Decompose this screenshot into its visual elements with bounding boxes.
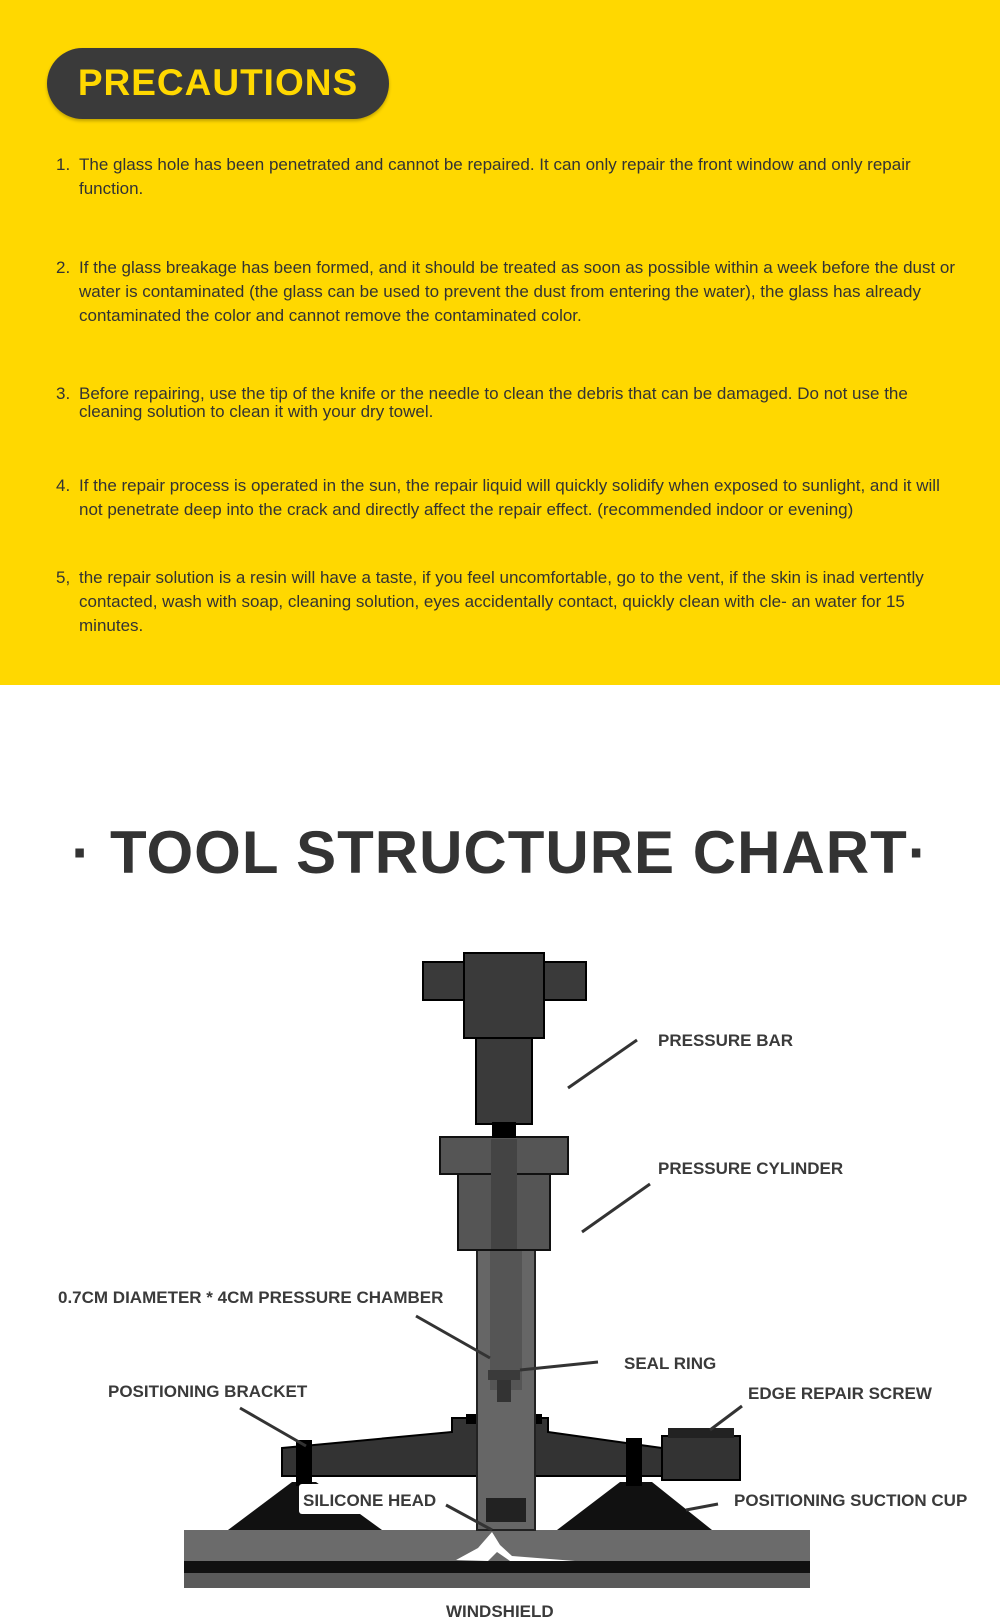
- label-pressure-chamber: 0.7CM DIAMETER * 4CM PRESSURE CHAMBER: [58, 1288, 444, 1307]
- pressure-cylinder-core: [491, 1139, 517, 1249]
- silicone-head-part: [486, 1498, 526, 1522]
- precaution-item-5: [56, 566, 966, 638]
- precaution-number: 1.: [56, 155, 71, 174]
- label-positioning-suction-cup: POSITIONING SUCTION CUP: [734, 1491, 968, 1510]
- precaution-number: 5,: [56, 568, 71, 587]
- precaution-item-3: [56, 385, 966, 421]
- bracket-left-post: [296, 1440, 312, 1486]
- label-seal-ring: SEAL RING: [624, 1354, 717, 1373]
- edge-repair-screw-cap: [668, 1428, 734, 1438]
- precaution-number: 4.: [56, 476, 71, 495]
- precautions-heading: PRECAUTIONS: [77, 62, 359, 103]
- precaution-number: 2.: [56, 258, 71, 277]
- piston-tip: [497, 1380, 511, 1402]
- precaution-text: If the glass breakage has been formed, and it should be treated as soon as possible within a week before the dust or water is contaminated (the glass can be used to prevent the dust from entering the water), the glass has already contaminated the color and cannot remove the contaminated color.: [79, 258, 956, 325]
- tool-structure-diagram: [0, 900, 1000, 1621]
- precautions-heading-pill: [47, 48, 389, 119]
- windshield-interlayer: [184, 1561, 810, 1573]
- tool-structure-title: · TOOL STRUCTURE CHART·: [71, 819, 929, 886]
- pressure-chamber-inner: [490, 1250, 522, 1390]
- pressure-bar-stem: [476, 1038, 532, 1124]
- precaution-item-4: [56, 474, 966, 522]
- label-windshield: WINDSHIELD: [446, 1602, 554, 1621]
- label-pressure-cylinder: PRESSURE CYLINDER: [658, 1159, 844, 1178]
- positioning-bracket: [282, 1418, 662, 1476]
- pressure-cylinder-leader: [582, 1184, 650, 1232]
- edge-repair-screw-leader: [710, 1406, 742, 1430]
- windshield-bottom-layer: [184, 1573, 810, 1588]
- label-silicone-head: SILICONE HEAD: [303, 1491, 437, 1510]
- positioning-bracket-leader: [240, 1408, 306, 1446]
- pressure-bar-joint: [492, 1122, 516, 1138]
- pressure-bar-leader: [568, 1040, 637, 1088]
- pressure-bar-head: [464, 953, 544, 1038]
- precaution-text: The glass hole has been penetrated and cannot be repaired. It can only repair the front window and only repair function.: [79, 155, 911, 198]
- label-edge-repair-screw: EDGE REPAIR SCREW: [748, 1384, 932, 1403]
- suction-cup-leader: [686, 1504, 718, 1510]
- right-suction-cup: [557, 1482, 712, 1530]
- seal-ring-part: [488, 1370, 520, 1380]
- precaution-item-1: [56, 153, 966, 201]
- precautions-section: [0, 0, 1000, 685]
- precaution-text: the repair solution is a resin will have a taste, if you feel uncomfortable, go to the vent, if the skin is inad vertently contacted, wash with soap, cleaning solution, eyes accidentally contact, quickly clean with cle- an water for 15 minutes.: [79, 568, 924, 635]
- precaution-number: 3.: [56, 384, 71, 403]
- edge-repair-screw-body: [662, 1436, 740, 1480]
- precaution-text: If the repair process is operated in the sun, the repair liquid will quickly solidify when exposed to sunlight, and it will not penetrate deep into the crack and directly affect the repair effect. (recommended indoor or evening): [79, 476, 940, 519]
- precaution-text: Before repairing, use the tip of the knife or the needle to clean the debris that can be damaged. Do not use the cleaning solution to clean it with your dry towel.: [79, 384, 908, 421]
- precaution-item-2: [56, 256, 966, 328]
- bracket-right-post: [626, 1438, 642, 1486]
- label-pressure-bar: PRESSURE BAR: [658, 1031, 794, 1050]
- label-positioning-bracket: POSITIONING BRACKET: [108, 1382, 308, 1401]
